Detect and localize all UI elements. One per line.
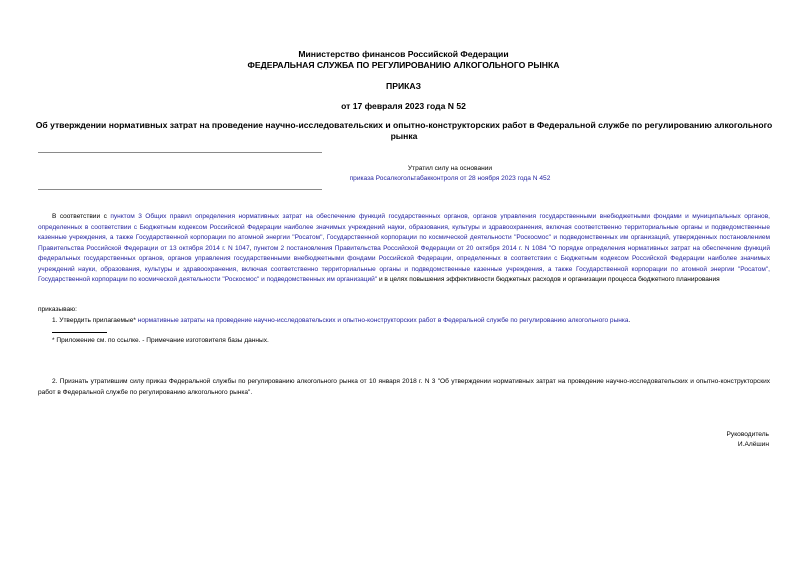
ministry-name: Министерство финансов Российской Федерации [298, 49, 509, 59]
item-1 [52, 316, 630, 326]
footnote-rule [52, 332, 107, 333]
preamble-tail: и в целях повышения эффективности бюджетных расходов и организации процесса бюджетного планирования [377, 276, 720, 283]
resolution-link[interactable]: пунктом 2 постановления Правительства Российской Федерации от 20 октября 2014 г. N 1084 "О порядке определения нормативных затрат на обеспечение функций федеральных государственных органов, органов управления государственными внебюджетными фондами Российской Федерации, определенных в соответствии с Бюджетным кодексом Российской Федерации наиболее значимых учреждений науки, образования, культуры и здравоохранения, включая соответственно территориальные органы и подведомственные казенные учреждения, а также Государственной корпорации по атомной энергии "Росатом", Государственной корпорации по космической деятельности "Роскосмос" и подведомственных им организаций" [38, 244, 770, 283]
rules-link[interactable]: пунктом 3 Общих правил определения нормативных затрат на обеспечение функций государственных органов, органов управления государственными внебюджетными фондами и муниципальных органов, определенных в соответствии с Бюджетным кодексом Российской Федерации наиболее значимых учреждений науки, образования, культуры и здравоохранения, включая соответственно территориальные органы и подведомственные казенные учреждения, а также Государственной корпорации по атомной энергии "Росатом", Государственной корпорации по космической деятельности "Роскосмос" и подведомственных им организаций, утвержденных постановлением Правительства Российской Федерации от 13 октября 2014 г. N 1047 [38, 213, 770, 252]
preamble-paragraph [38, 212, 770, 286]
divider-bottom [38, 189, 322, 190]
status-note [250, 164, 650, 184]
document-title: Об утверждении нормативных затрат на проведение научно-исследовательских и опытно-конструкторских работ в Федеральной службе по регулированию алкогольного рынка [35, 120, 773, 141]
item-1-text: 1. Утвердить прилагаемые* [52, 317, 138, 324]
item-1-end: . [628, 317, 631, 324]
signatory-position: Руководитель [726, 431, 769, 438]
order-word: приказываю: [38, 306, 77, 313]
preamble-lead: В соответствии с [52, 213, 111, 220]
status-note-text: Утратил силу на основании [407, 165, 493, 172]
item-2: 2. Признать утратившим силу приказ Федеральной службы по регулированию алкогольного рынка от 10 января 2018 г. N 3 "Об утверждении нормативных затрат на проведение научно-исследовательских и опытно-конструкторских работ в Федеральной службе по регулированию алкогольного рынка". [38, 378, 770, 396]
signature-block [727, 430, 769, 450]
footnote: * Приложение см. по ссылке. - Примечание изготовителя базы данных. [52, 337, 269, 344]
preamble-separator: , [249, 244, 254, 252]
divider-top [38, 152, 322, 153]
norms-link[interactable]: нормативные затраты на проведение научно-исследовательских и опытно-конструкторских работ в Федеральной службе по регулированию алкогольного рынка [137, 317, 629, 324]
agency-name: ФЕДЕРАЛЬНАЯ СЛУЖБА ПО РЕГУЛИРОВАНИЮ АЛКОГОЛЬНОГО РЫНКА [247, 60, 560, 70]
document-type: ПРИКАЗ [386, 81, 421, 91]
document-date: от 17 февраля 2023 года N 52 [341, 101, 466, 111]
signatory-name: И.Алёшин [737, 441, 769, 448]
repeal-order-link[interactable]: приказа Росалкогольтабакконтроля от 28 ноября 2023 года N 452 [349, 175, 551, 182]
